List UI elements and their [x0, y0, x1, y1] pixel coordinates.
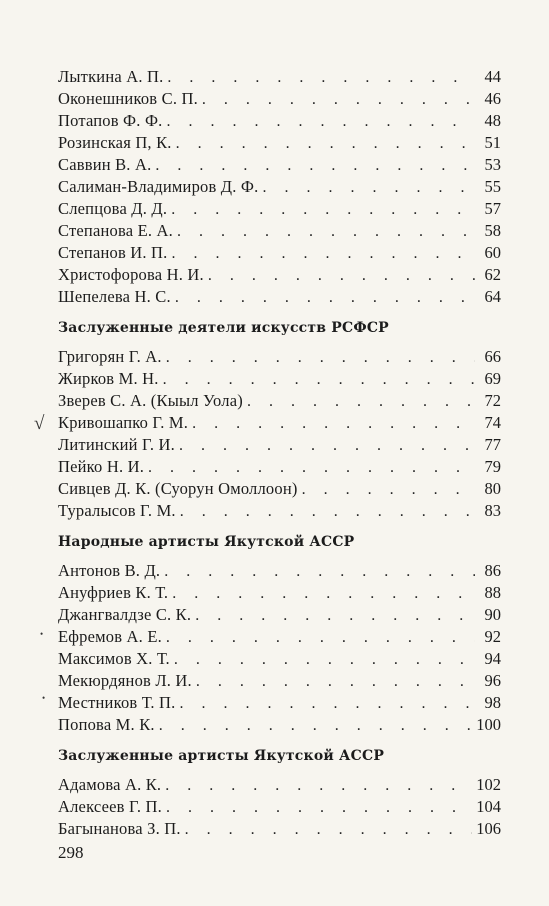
entry-name: Зверев С. А. (Кыыл Уола) [58, 391, 243, 410]
entry-name: Туралысов Г. М. [58, 501, 176, 520]
entry-name: Алексеев Г. П. [58, 797, 162, 816]
leader-dots [195, 605, 475, 627]
toc-entry [58, 132, 501, 154]
leader-dots [262, 177, 475, 199]
leader-dots [175, 287, 475, 309]
entry-name: Христофорова Н. И. [58, 265, 204, 284]
entry-name: Шепелева Н. С. [58, 287, 171, 306]
entry-page: 94 [484, 649, 501, 668]
toc-entry [58, 582, 501, 604]
leader-dots [179, 435, 475, 457]
entry-page: 60 [484, 243, 501, 262]
entry-name: Пейко Н. И. [58, 457, 145, 476]
page-number: 298 [58, 843, 84, 862]
entry-page: 57 [484, 199, 501, 218]
leader-dots [180, 501, 475, 523]
leader-dots [167, 67, 475, 89]
entry-name: Максимов Х. Т. [58, 649, 170, 668]
toc-entry [58, 154, 501, 176]
entry-name: Жирков М. Н. [58, 369, 159, 388]
entry-name: Джангвалдзе С. К. [58, 605, 192, 624]
toc-entry [58, 692, 501, 714]
toc-entry [58, 626, 501, 648]
entry-page: 77 [484, 435, 501, 454]
entry-name: Сивцев Д. К. (Суорун Омоллоон) [58, 479, 298, 498]
entry-name: Оконешников С. П. [58, 89, 198, 108]
entry-name: Саввин В. А. [58, 155, 152, 174]
toc-entry [58, 286, 501, 308]
entry-name: Мекюрдянов Л. И. [58, 671, 192, 690]
leader-dots [185, 819, 473, 841]
entry-page: 53 [484, 155, 501, 174]
leader-dots [247, 391, 475, 413]
leader-dots [167, 111, 475, 133]
toc-entry [58, 714, 501, 736]
entry-page: 79 [484, 457, 501, 476]
entry-page: 92 [484, 627, 501, 646]
entry-page: 72 [484, 391, 501, 410]
leader-dots [159, 715, 473, 737]
toc-entry [58, 604, 501, 626]
entry-name: Ануфриев К. Т. [58, 583, 169, 602]
entry-name: Слепцова Д. Д. [58, 199, 168, 218]
leader-dots [202, 89, 475, 111]
toc-entry [58, 66, 501, 88]
entry-name: Потапов Ф. Ф. [58, 111, 163, 130]
entry-page: 48 [484, 111, 501, 130]
toc-entry [58, 390, 501, 412]
entry-page: 69 [484, 369, 501, 388]
leader-dots [166, 797, 472, 819]
entry-name: Степанов И. П. [58, 243, 168, 262]
entry-page: 90 [484, 605, 501, 624]
toc-entry [58, 220, 501, 242]
toc-entry [58, 264, 501, 286]
toc-entry [58, 796, 501, 818]
toc-entry [58, 648, 501, 670]
leader-dots [176, 133, 475, 155]
leader-dots [155, 155, 475, 177]
section-heading: Заслуженные артисты Якутской АССР [58, 748, 385, 764]
entry-page: 46 [484, 89, 501, 108]
entry-page: 80 [484, 479, 501, 498]
entry-name: Григорян Г. А. [58, 347, 162, 366]
entry-page: 104 [476, 797, 501, 816]
entry-name: Салиман-Владимиров Д. Ф. [58, 177, 259, 196]
entry-name: Местников Т. П. [58, 693, 176, 712]
toc-entry [58, 774, 501, 796]
entry-name: Кривошапко Г. М. [58, 413, 189, 432]
leader-dots [171, 243, 475, 265]
entry-page: 102 [476, 775, 501, 794]
toc-entry [58, 670, 501, 692]
entry-page: 64 [484, 287, 501, 306]
toc-entry [58, 560, 501, 582]
entry-name: Антонов В. Д. [58, 561, 161, 580]
entry-page: 100 [476, 715, 501, 734]
entry-page: 58 [484, 221, 501, 240]
entry-name: Багынанова З. П. [58, 819, 181, 838]
leader-dots [196, 671, 475, 693]
entry-name: Литинский Г. И. [58, 435, 175, 454]
entry-page: 96 [484, 671, 501, 690]
toc-entry [58, 176, 501, 198]
toc-entry [58, 198, 501, 220]
toc-entry [58, 434, 501, 456]
leader-dots [172, 583, 475, 605]
entry-page: 44 [484, 67, 501, 86]
toc-entry [58, 346, 501, 368]
leader-dots [179, 693, 475, 715]
entry-page: 88 [484, 583, 501, 602]
entry-page: 66 [484, 347, 501, 366]
toc-entry [58, 242, 501, 264]
leader-dots [174, 649, 475, 671]
toc-entry [58, 88, 501, 110]
toc-entry [58, 818, 501, 840]
entry-page: 83 [484, 501, 501, 520]
section-heading: Народные артисты Якутской АССР [58, 534, 355, 550]
entry-page: 51 [484, 133, 501, 152]
leader-dots [208, 265, 475, 287]
entry-name: Адамова А. К. [58, 775, 162, 794]
margin-dot-icon: • [40, 629, 44, 639]
leader-dots [166, 347, 475, 369]
toc-entry [58, 456, 501, 478]
entry-name: Попова М. К. [58, 715, 155, 734]
entry-name: Ефремов А. Е. [58, 627, 162, 646]
entry-page: 86 [484, 561, 501, 580]
leader-dots [177, 221, 475, 243]
entry-page: 55 [484, 177, 501, 196]
entry-page: 74 [484, 413, 501, 432]
entry-page: 98 [484, 693, 501, 712]
entry-page: 62 [484, 265, 501, 284]
leader-dots [165, 775, 472, 797]
toc-entry [58, 368, 501, 390]
leader-dots [166, 627, 475, 649]
section-heading: Заслуженные деятели искусств РСФСР [58, 320, 389, 336]
toc-entry [58, 412, 501, 434]
toc-entry [58, 500, 501, 522]
leader-dots [164, 561, 475, 583]
leader-dots [192, 413, 475, 435]
entry-name: Лыткина А. П. [58, 67, 164, 86]
check-mark-icon: √ [34, 413, 45, 434]
toc-entry [58, 110, 501, 132]
leader-dots [171, 199, 475, 221]
leader-dots [148, 457, 475, 479]
entry-name: Розинская П, К. [58, 133, 172, 152]
margin-dot-icon: • [42, 693, 46, 703]
entry-page: 106 [476, 819, 501, 838]
entry-name: Степанова Е. А. [58, 221, 173, 240]
leader-dots [302, 479, 475, 501]
toc-entry [58, 478, 501, 500]
leader-dots [163, 369, 475, 391]
